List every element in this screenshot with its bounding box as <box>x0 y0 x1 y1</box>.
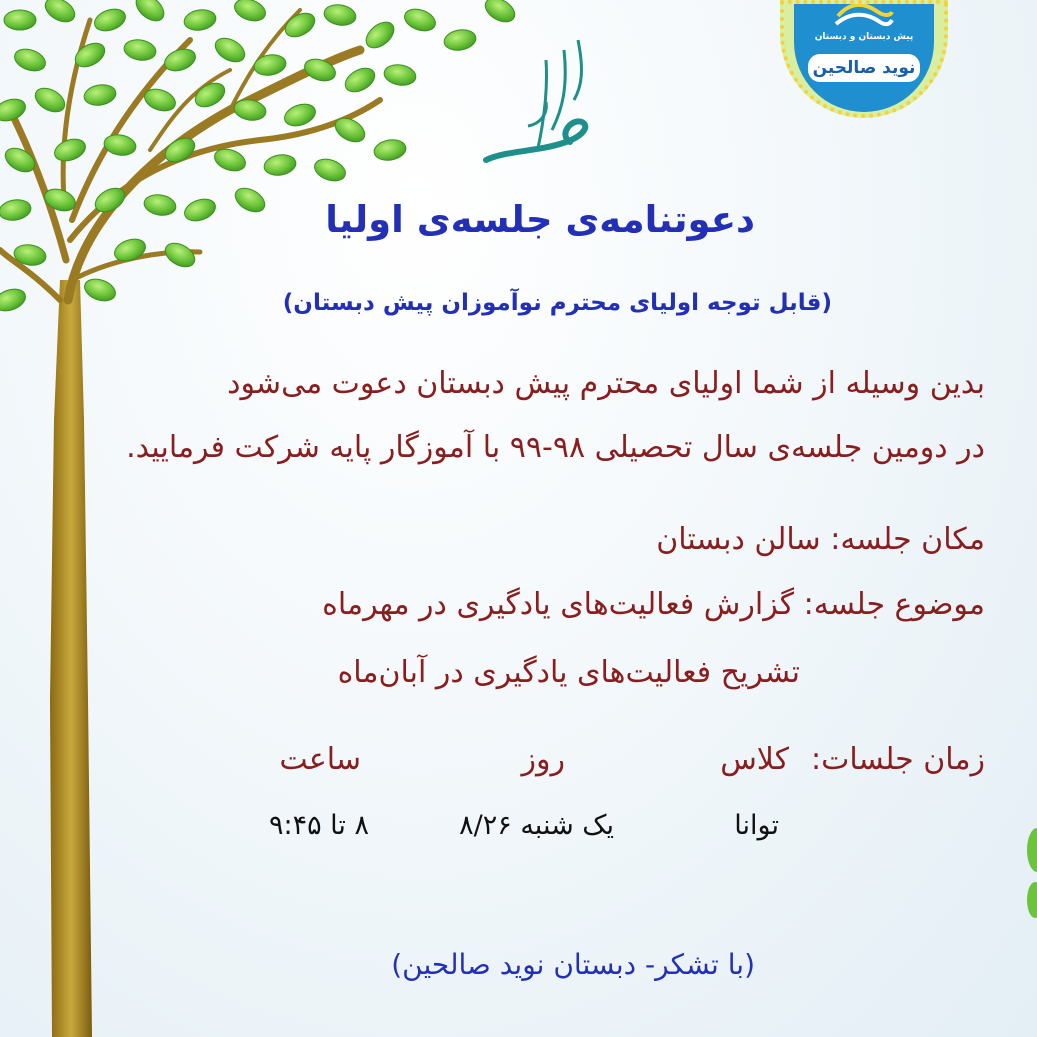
leaf <box>231 183 269 216</box>
leaf <box>341 63 379 96</box>
invitation-title: دعوتنامه‌ی جلسه‌ی اولیا <box>325 198 755 241</box>
leaf <box>323 2 358 27</box>
thanks-note: (با تشکر- دبستان نوید صالحین) <box>391 948 755 981</box>
leaf <box>52 135 89 165</box>
schedule-header-day: روز <box>521 742 565 777</box>
leaf <box>183 7 218 32</box>
leaf <box>0 285 28 315</box>
leaf <box>83 82 118 107</box>
leaf <box>281 8 319 41</box>
schedule-label: زمان جلسات: <box>811 742 985 777</box>
leaf <box>123 37 158 62</box>
leaf <box>143 192 178 217</box>
leaf <box>253 52 288 77</box>
logo-name: نوید صالحین <box>808 54 920 82</box>
leaf <box>402 5 439 35</box>
leaf <box>443 27 478 52</box>
leaf <box>0 197 32 222</box>
leaf <box>31 83 69 116</box>
leaf <box>82 275 119 305</box>
leaf <box>263 152 298 177</box>
leaf <box>1 143 39 176</box>
leaf <box>4 10 36 30</box>
leaf <box>161 238 199 271</box>
invitation-subtitle: (قابل توجه اولیای محترم نوآموزان پیش دبستان) <box>282 290 832 316</box>
leaf <box>383 62 418 87</box>
leaf <box>282 100 319 130</box>
leaf <box>481 0 519 27</box>
meeting-topic: موضوع جلسه: گزارش فعالیت‌های یادگیری در مهرماه <box>322 587 985 622</box>
leaf <box>103 132 138 157</box>
leaf <box>361 17 398 53</box>
leaf <box>41 0 79 27</box>
logo-subtitle: پیش دبستان و دبستان <box>814 32 914 42</box>
meeting-place: مکان جلسه: سالن دبستان <box>656 522 985 557</box>
leaf <box>312 155 349 185</box>
wave-icon <box>834 0 894 30</box>
schedule-header-class: کلاس <box>720 742 789 777</box>
schedule-header-hour: ساعت <box>279 742 361 777</box>
leaf <box>12 45 49 75</box>
body-line-2: در دومین جلسه‌ی سال تحصیلی ۹۸-۹۹ با آموزگار پایه شرکت فرمایید. <box>126 430 985 465</box>
schedule-day-value: یک شنبه ۸/۲۶ <box>459 810 614 841</box>
schedule-class-value: توانا <box>734 810 779 841</box>
leaf <box>92 5 129 35</box>
leaf <box>211 33 249 66</box>
leaf <box>162 45 199 75</box>
right-edge-leaves <box>1027 828 1037 918</box>
tree-trunk <box>50 280 92 1037</box>
leaf <box>373 137 408 162</box>
leaf <box>131 0 168 26</box>
bismillah-calligraphy <box>478 30 598 180</box>
body-line-1: بدین وسیله از شما اولیای محترم پیش دبستان دعوت می‌شود <box>227 366 985 401</box>
schedule-hour-value: ۸ تا ۹:۴۵ <box>268 810 369 841</box>
meeting-topic-2: تشریح فعالیت‌های یادگیری در آبان‌ماه <box>337 655 800 690</box>
leaf <box>232 0 269 25</box>
leaf <box>182 195 219 225</box>
